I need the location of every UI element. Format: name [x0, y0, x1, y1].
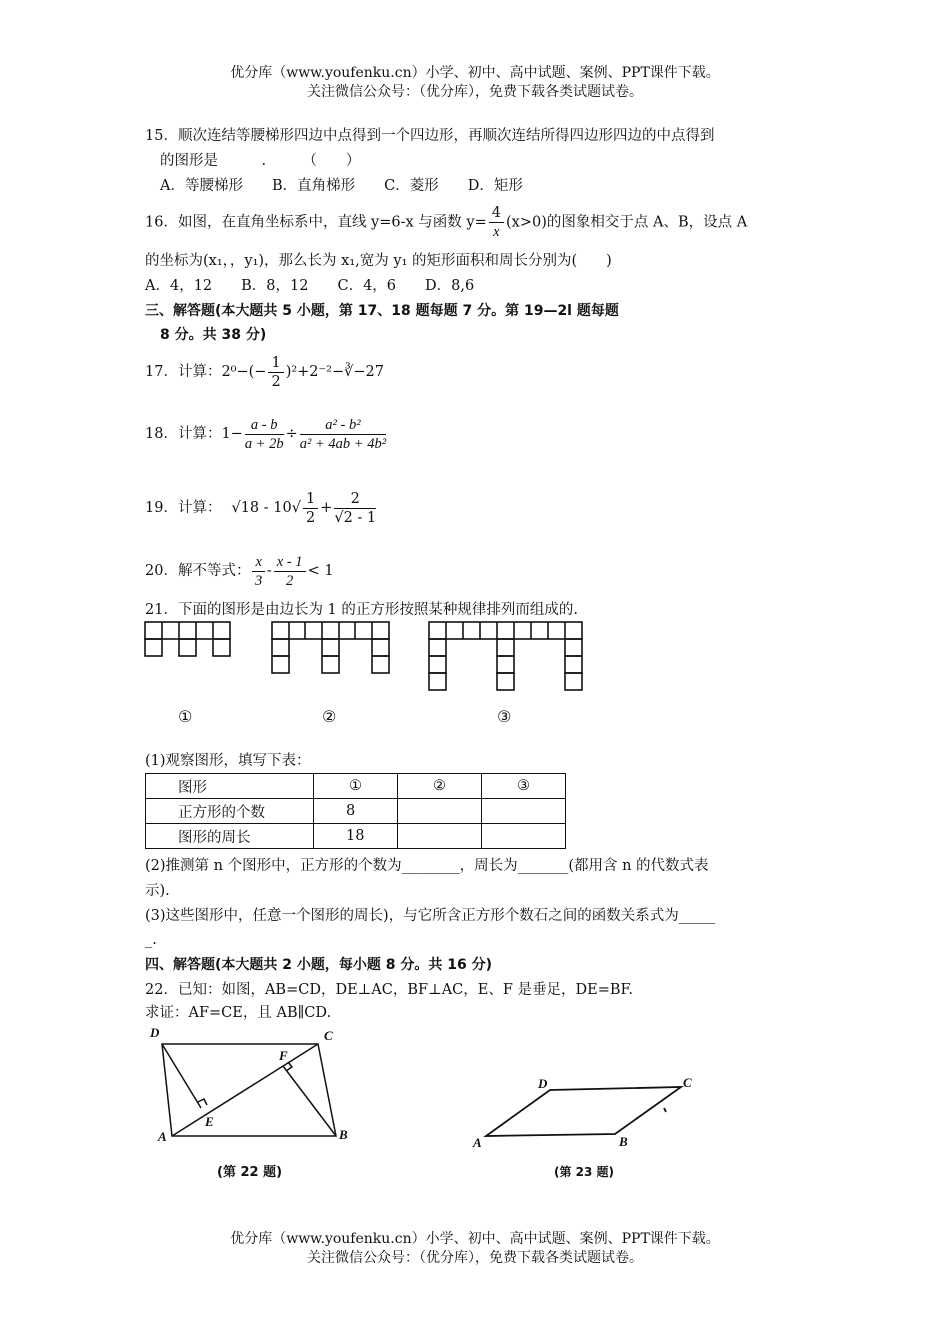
- table-cell: 8: [314, 799, 398, 824]
- q19-f1-num: 1: [303, 490, 318, 509]
- q22-point-F: F: [279, 1048, 288, 1063]
- q18-f1-den: a + 2b: [244, 435, 284, 452]
- table-header-row: [146, 774, 566, 799]
- q21-figure-1: [145, 622, 230, 656]
- q21-fig-label-2: ②: [322, 707, 337, 726]
- section3-heading-1: 三、解答题(本大题共 5 小题，第 17、18 题每题 7 分。第 19—2l 题每题: [145, 303, 619, 319]
- q22-point-A: A: [158, 1129, 167, 1144]
- table-cell: 正方形的个数: [146, 799, 314, 824]
- table-cell[interactable]: [398, 799, 482, 824]
- q21-part3-line-1: (3)这些图形中，任意一个图形的周长)，与它所含正方形个数石之间的函数关系式为_____: [145, 908, 715, 924]
- q20-f1-num: x: [252, 553, 264, 572]
- header-line-2: 关注微信公众号：（优分库），免费下载各类试题试卷。: [307, 84, 643, 100]
- q21-figure-2: [272, 622, 389, 673]
- q17-expr-a: 2⁰−(−: [221, 364, 267, 380]
- table-header-cell: ②: [398, 774, 482, 799]
- q17-label: 17．计算：: [145, 364, 222, 380]
- section3-heading-2: 8 分。共 38 分): [160, 327, 267, 343]
- geometry-figures: [0, 1020, 950, 1190]
- q19-f2-den: √2 - 1: [334, 509, 377, 526]
- q16-text-b: (x>0)的图象相交于点 A、B，设点 A: [506, 214, 748, 231]
- q18-divide: ÷: [285, 426, 298, 442]
- q23-caption: (第 23 题): [554, 1165, 615, 1179]
- q21-figure-3: [429, 622, 582, 690]
- table-cell[interactable]: [482, 799, 566, 824]
- q21-part2-line-2: 示).: [145, 883, 170, 899]
- q16-frac-num: 4: [489, 204, 504, 223]
- q22-point-E: E: [205, 1114, 214, 1129]
- q23-point-D: D: [538, 1076, 548, 1091]
- q21-table: [145, 773, 566, 849]
- q19-f1-den: 2: [305, 509, 316, 526]
- q19-expr-a: √18 - 10√: [231, 500, 301, 516]
- footer-line-2: 关注微信公众号：（优分库），免费下载各类试题试卷。: [307, 1250, 643, 1266]
- q21-part3-line-2: _.: [145, 932, 157, 948]
- q20-label: 20．解不等式：: [145, 563, 251, 579]
- table-header-cell: ①: [314, 774, 398, 799]
- q19-f2-num: 2: [334, 490, 376, 509]
- q17-expr-b: )²+2⁻²−∛−27: [285, 364, 384, 380]
- q17-frac-den: 2: [271, 373, 281, 390]
- header-line-1: 优分库（www.youfenku.cn）小学、初中、高中试题、案例、PPT课件下载。: [230, 65, 720, 81]
- table-header-cell: 图形: [146, 774, 314, 799]
- q19-label: 19．计算：: [145, 500, 222, 516]
- q16-options: A．4，12 B．8，12 C．4，6 D．8,6: [145, 278, 475, 294]
- table-cell[interactable]: [482, 824, 566, 849]
- section4-heading: 四、解答题(本大题共 2 小题，每小题 8 分。共 16 分): [145, 957, 493, 973]
- q21-intro: 21．下面的图形是由边长为 1 的正方形按照某种规律排列而组成的.: [145, 602, 579, 618]
- q22-point-D: D: [150, 1025, 160, 1040]
- table-row: [146, 824, 566, 849]
- q16-frac-den: x: [493, 224, 500, 240]
- q20-minus: -: [266, 563, 272, 579]
- q21-fig-label-1: ①: [178, 707, 193, 726]
- q20-f2-num: x - 1: [274, 553, 306, 572]
- table-cell[interactable]: [398, 824, 482, 849]
- q19-plus: +: [320, 500, 333, 516]
- q22-figure: [162, 1044, 336, 1136]
- q22-point-C: C: [324, 1028, 333, 1043]
- q23-figure: [486, 1087, 681, 1136]
- table-row: [146, 799, 566, 824]
- q15-line-2: 的图形是 . （ ）: [160, 153, 361, 169]
- q18-label: 18．计算：1−: [145, 426, 243, 442]
- q21-part2-line-1: (2)推测第 n 个图形中，正方形的个数为________，周长为_______(都用含 n 的代数式表: [145, 858, 709, 874]
- table-header-cell: ③: [482, 774, 566, 799]
- q21-fig-label-3: ③: [497, 707, 512, 726]
- q16-line-2: 的坐标为(x₁，，y₁)，那么长为 x₁,宽为 y₁ 的矩形面积和周长分别为( ): [145, 253, 612, 269]
- q20-f1-den: 3: [255, 572, 263, 589]
- footer-line-1: 优分库（www.youfenku.cn）小学、初中、高中试题、案例、PPT课件下载。: [230, 1231, 720, 1247]
- q20-rhs: < 1: [307, 563, 334, 579]
- q23-point-C: C: [683, 1075, 692, 1090]
- q18-f2-num: a² - b²: [300, 416, 386, 435]
- q23-point-B: B: [619, 1134, 628, 1149]
- q22-point-B: B: [339, 1127, 348, 1142]
- q18-f2-den: a² + 4ab + 4b²: [299, 435, 387, 452]
- table-cell: 图形的周长: [146, 824, 314, 849]
- q15-line-1: 15．顺次连结等腰梯形四边中点得到一个四边形，再顺次连结所得四边形四边的中点得到: [145, 128, 715, 144]
- q21-part1: (1)观察图形，填写下表：: [145, 753, 311, 769]
- q23-point-A: A: [473, 1135, 482, 1150]
- q20-f2-den: 2: [286, 572, 294, 589]
- q22-line-1: 22．已知：如图，AB=CD，DE⊥AC，BF⊥AC，E、F 是垂足，DE=BF.: [145, 982, 633, 998]
- q22-line-2: 求证：AF=CE，且 AB∥CD.: [145, 1005, 332, 1021]
- q16-text-a: 16．如图，在直角坐标系中，直线 y=6-x 与函数 y=: [145, 214, 487, 231]
- q15-options: A．等腰梯形 B．直角梯形 C．菱形 D．矩形: [160, 178, 523, 194]
- q18-f1-num: a - b: [245, 416, 284, 435]
- q22-caption: (第 22 题): [217, 1165, 283, 1180]
- page-footer: [0, 1230, 950, 1268]
- table-cell: 18: [314, 824, 398, 849]
- q17-frac-num: 1: [268, 354, 283, 373]
